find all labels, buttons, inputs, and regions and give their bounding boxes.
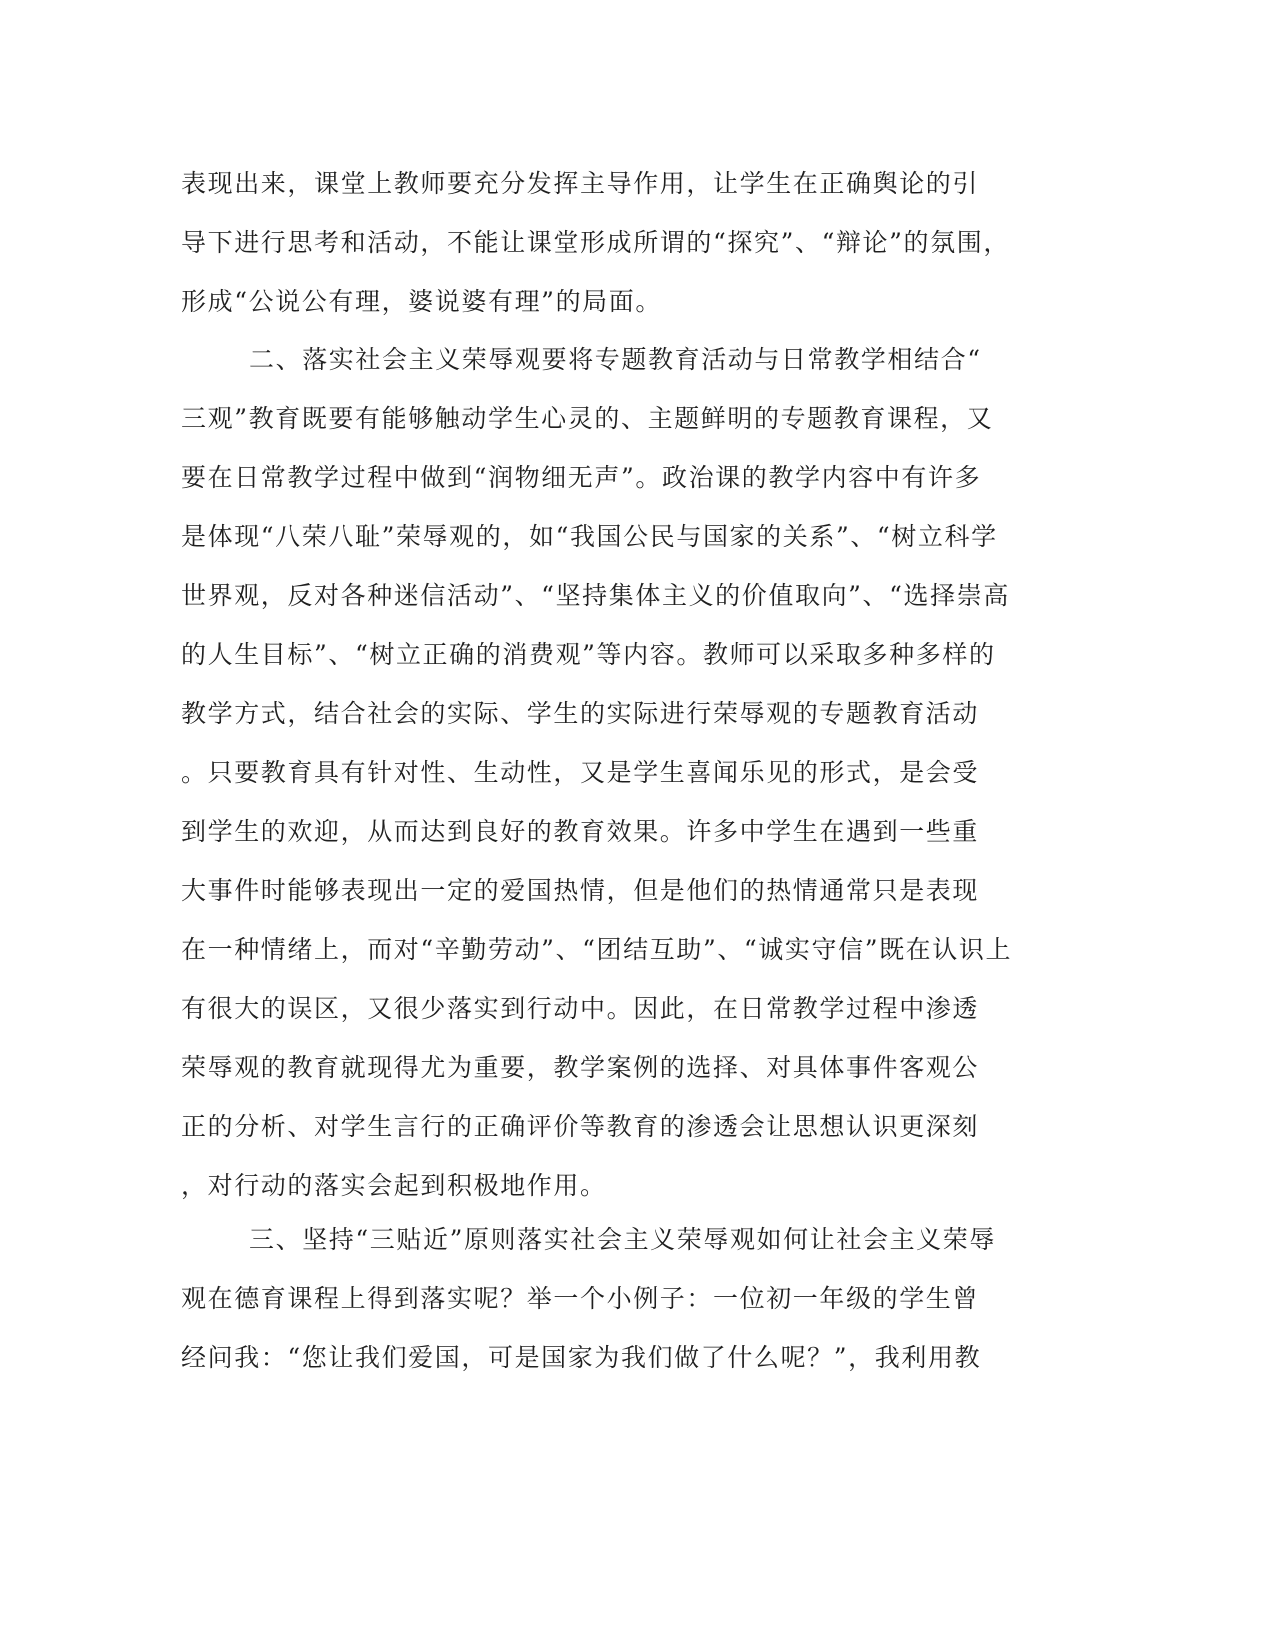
text-line: 三观”教育既要有能够触动学生心灵的、主题鲜明的专题教育课程，又 (181, 404, 994, 433)
text-line: 经问我：“您让我们爱国，可是国家为我们做了什么呢？”，我利用教 (181, 1343, 982, 1372)
text-line: 的人生目标”、“树立正确的消费观”等内容。教师可以采取多种多样的 (181, 640, 996, 669)
text-line: 形成“公说公有理，婆说婆有理”的局面。 (181, 287, 662, 316)
text-line: 三、坚持“三贴近”原则落实社会主义荣辱观如何让社会主义荣辱 (249, 1225, 996, 1254)
text-line: 二、落实社会主义荣辱观要将专题教育活动与日常教学相结合“ (249, 345, 982, 374)
text-line: 观在德育课程上得到落实呢？举一个小例子：一位初一年级的学生曾 (181, 1284, 980, 1313)
text-line: 大事件时能够表现出一定的爱国热情，但是他们的热情通常只是表现 (181, 876, 980, 905)
text-line: 。只要教育具有针对性、生动性，又是学生喜闻乐见的形式，是会受 (181, 758, 980, 787)
paragraph-3 (181, 1210, 1041, 1387)
paragraph-2 (181, 330, 1041, 1215)
text-line: 世界观，反对各种迷信活动”、“坚持集体主义的价值取向”、“选择崇高 (181, 581, 1010, 610)
paragraph-1-continuation (181, 154, 1041, 331)
text-line: 教学方式，结合社会的实际、学生的实际进行荣辱观的专题教育活动 (181, 699, 980, 728)
text-line: 导下进行思考和活动，不能让课堂形成所谓的“探究”、“辩论”的氛围， (181, 228, 1010, 257)
text-line: ，对行动的落实会起到积极地作用。 (181, 1171, 607, 1200)
text-line: 要在日常教学过程中做到“润物细无声”。政治课的教学内容中有许多 (181, 463, 982, 492)
text-line: 在一种情绪上，而对“辛勤劳动”、“团结互助”、“诚实守信”既在认识上 (181, 935, 1013, 964)
text-line: 是体现“八荣八耻”荣辱观的，如“我国公民与国家的关系”、“树立科学 (181, 522, 998, 551)
text-line: 正的分析、对学生言行的正确评价等教育的渗透会让思想认识更深刻 (181, 1112, 980, 1141)
text-line: 荣辱观的教育就现得尤为重要，教学案例的选择、对具体事件客观公 (181, 1053, 980, 1082)
text-line: 有很大的误区，又很少落实到行动中。因此，在日常教学过程中渗透 (181, 994, 980, 1023)
text-line: 到学生的欢迎，从而达到良好的教育效果。许多中学生在遇到一些重 (181, 817, 980, 846)
text-line: 表现出来，课堂上教师要充分发挥主导作用，让学生在正确舆论的引 (181, 169, 980, 198)
